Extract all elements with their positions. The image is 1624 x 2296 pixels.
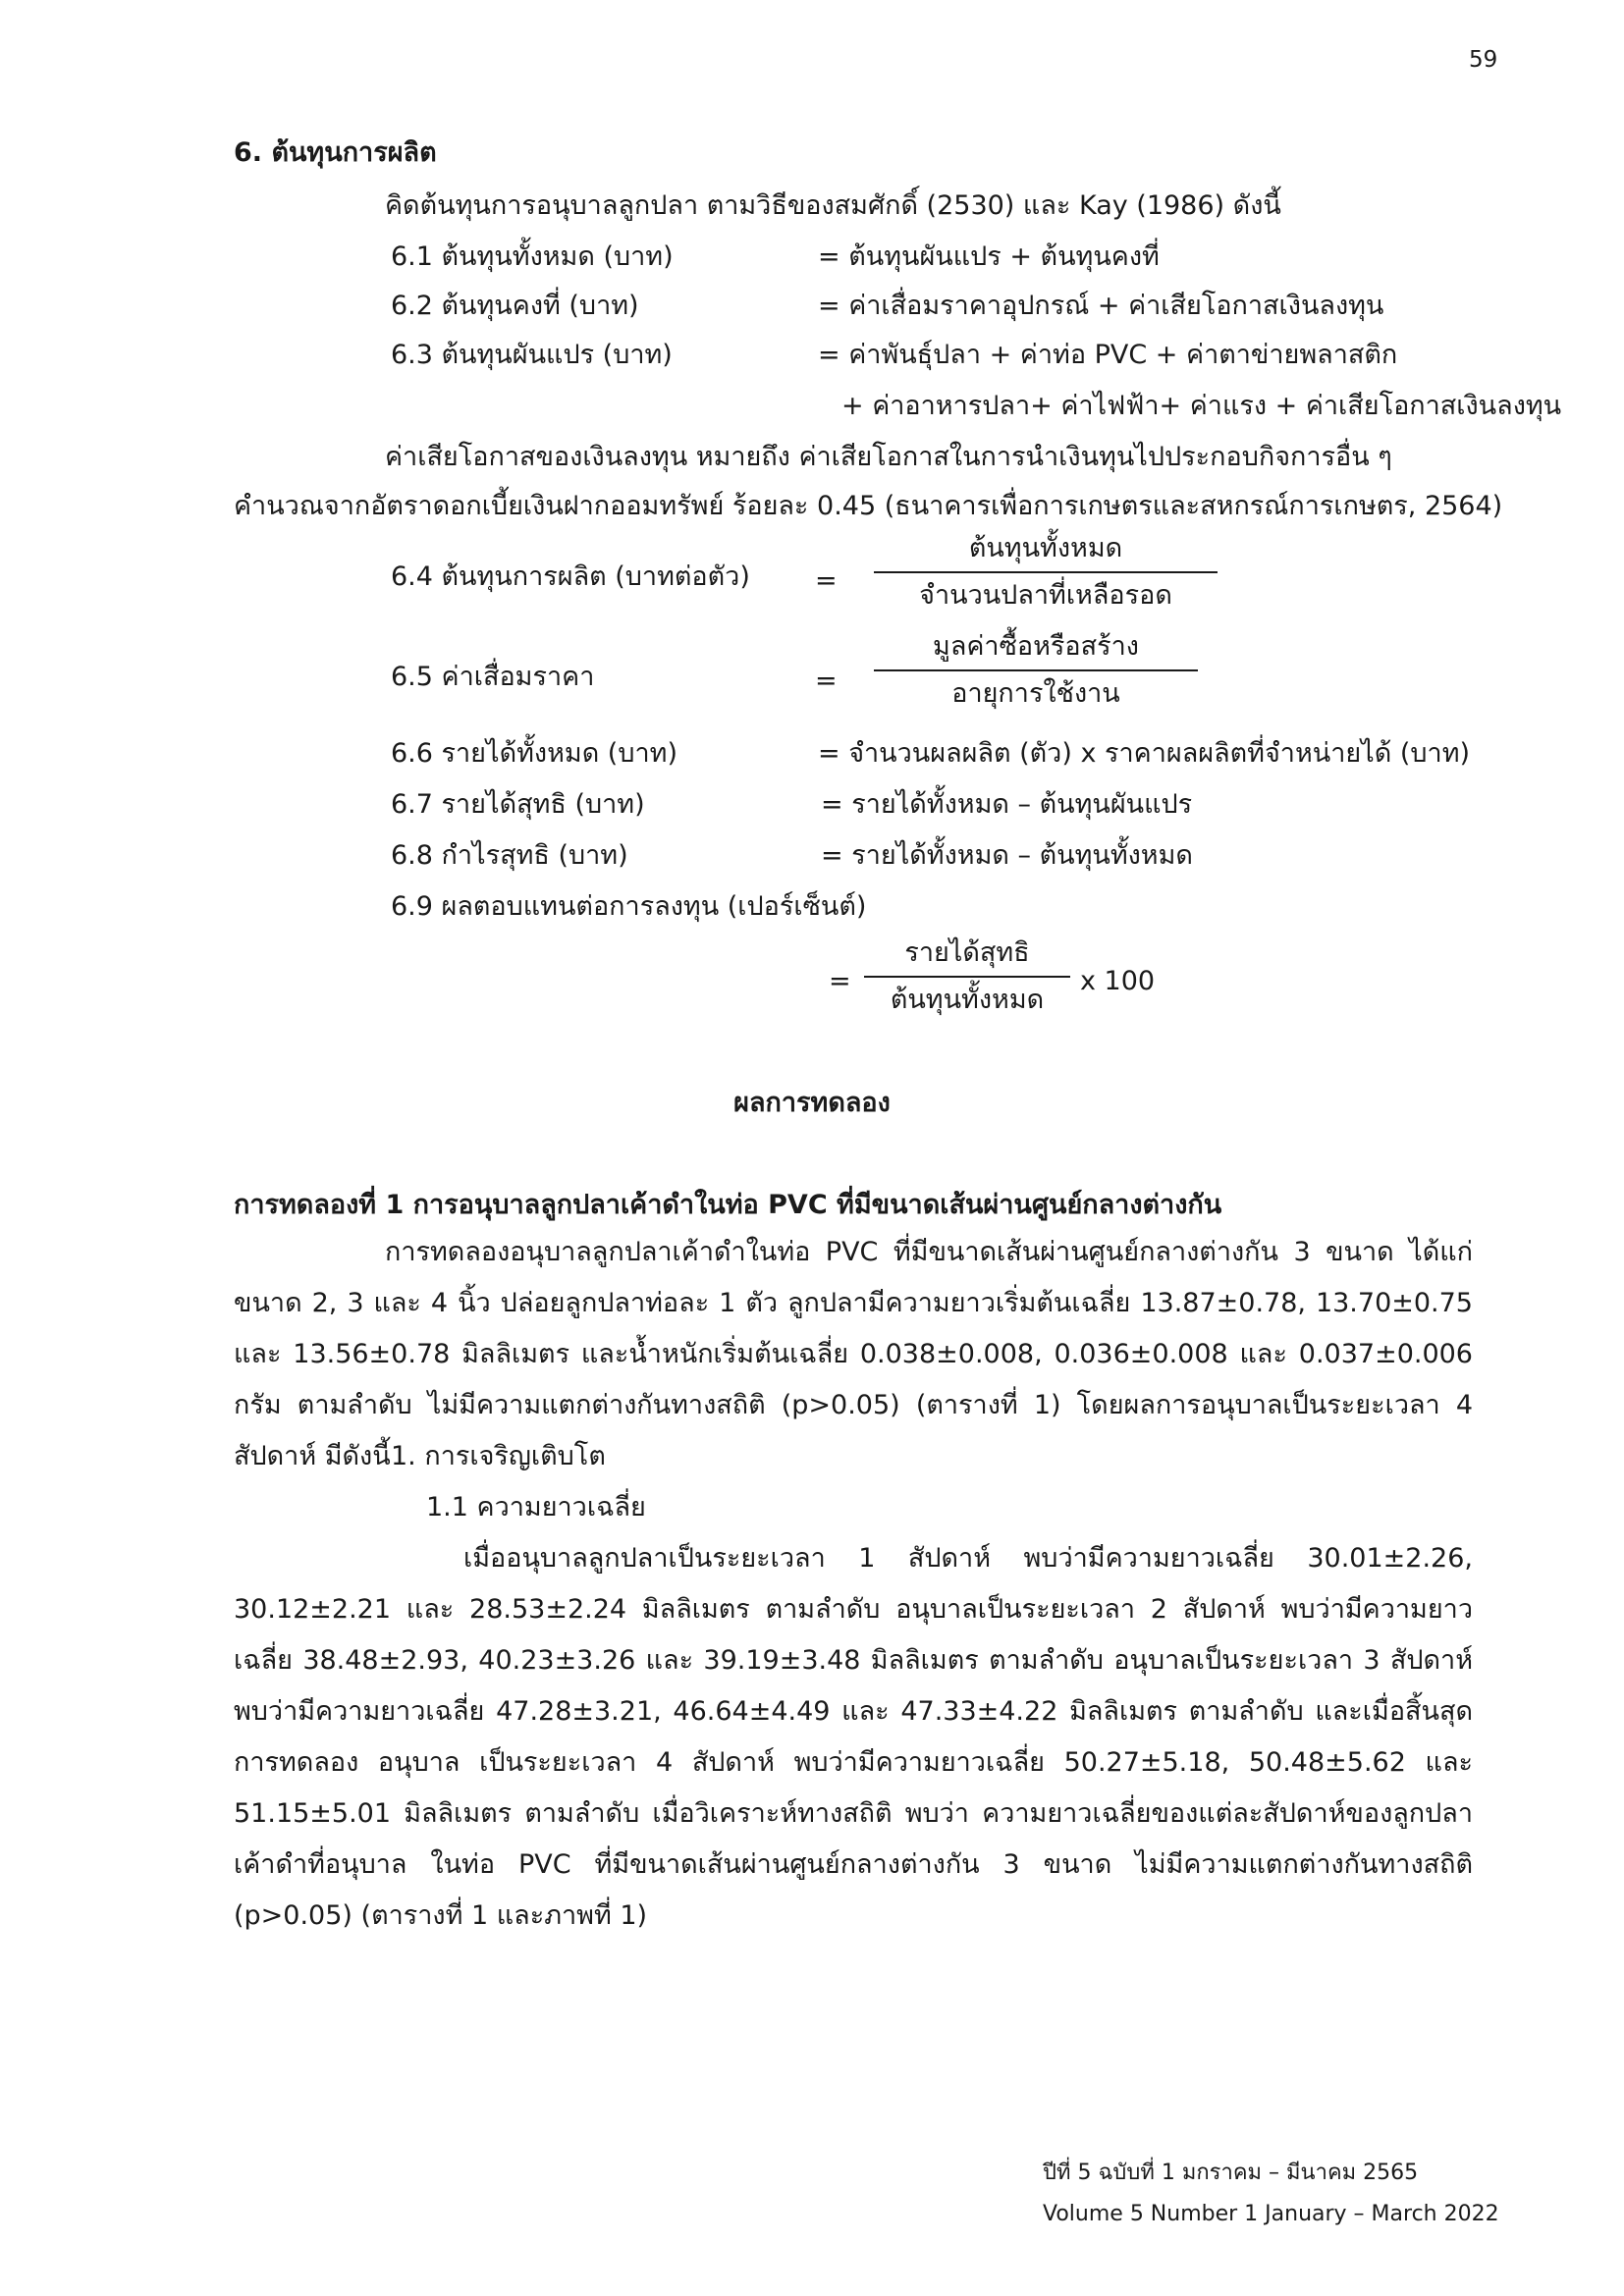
fraction [874, 628, 1198, 713]
item-formula: = จำนวนผลผลิต (ตัว) x ราคาผลผลิตที่จำหน่ายได้ (บาท) [818, 738, 1471, 769]
fraction-bar [864, 976, 1070, 978]
footer-english: Volume 5 Number 1 January – March 2022 [1043, 2202, 1499, 2226]
item-label: 6.5 ค่าเสื่อมราคา [391, 662, 595, 692]
item-label: 6.9 ผลตอบแทนต่อการลงทุน (เปอร์เซ็นต์) [391, 891, 867, 922]
equals-sign: = [815, 666, 838, 696]
subsection-heading: 1.1 ความยาวเฉลี่ย [426, 1492, 646, 1522]
fraction-numerator: รายได้สุทธิ [904, 937, 1030, 968]
experiment-paragraph: การทดลองอนุบาลลูกปลาเค้าดำในท่อ PVC ที่มีขนาดเส้นผ่านศูนย์กลางต่างกัน 3 ขนาด ได้แก่ ขนาด 2, 3 และ 4 นิ้ว ปล่อยลูกปลาท่อละ 1 ตัว ลูกปลามีความยาวเริ่มต้นเฉลี่ย 13.87±0.78, 13.70±0.75 และ 13.56±0.78 มิลลิเมตร และน้ำหนักเริ่มต้นเฉลี่ย 0.038±0.008, 0.036±0.008 และ 0.037±0.006 กรัม ตามลำดับ ไม่มีความแตกต่างกันทางสถิติ (p>0.05) (ตารางที่ 1) โดยผลการอนุบาลเป็นระยะเวลา 4 สัปดาห์ มีดังนี้ [234, 1237, 1473, 1471]
experiment-heading: การทดลองที่ 1 การอนุบาลลูกปลาเค้าดำในท่อ PVC ที่มีขนาดเส้นผ่านศูนย์กลางต่างกัน [234, 1190, 1222, 1220]
subsection-heading: 1. การเจริญเติบโต [391, 1441, 606, 1471]
fraction-numerator: มูลค่าซื้อหรือสร้าง [933, 631, 1139, 662]
item-formula: = ค่าพันธุ์ปลา + ค่าท่อ PVC + ค่าตาข่ายพลาสติก [818, 340, 1398, 370]
fraction [874, 530, 1218, 614]
section-intro: คิดต้นทุนการอนุบาลลูกปลา ตามวิธีของสมศักดิ์ (2530) และ Kay (1986) ดังนี้ [385, 190, 1281, 221]
item-label: 6.3 ต้นทุนผันแปร (บาท) [391, 340, 673, 370]
formula-continuation: + ค่าอาหารปลา+ ค่าไฟฟ้า+ ค่าแรง + ค่าเสียโอกาสเงินลงทุน [841, 391, 1562, 421]
footer-thai: ปีที่ 5 ฉบับที่ 1 มกราคม – มีนาคม 2565 [1043, 2161, 1419, 2185]
opportunity-cost-text: คำนวณจากอัตราดอกเบี้ยเงินฝากออมทรัพย์ ร้อยละ 0.45 (ธนาคารเพื่อการเกษตรและสหกรณ์การเกษตร, 2564) [234, 491, 1503, 521]
fraction [864, 934, 1070, 1019]
page-number: 59 [1469, 47, 1498, 73]
item-label: 6.6 รายได้ทั้งหมด (บาท) [391, 738, 677, 769]
item-formula: = ต้นทุนผันแปร + ต้นทุนคงที่ [818, 241, 1160, 272]
opportunity-cost-text: ค่าเสียโอกาสของเงินลงทุน หมายถึง ค่าเสียโอกาสในการนำเงินทุนไปประกอบกิจการอื่น ๆ [385, 442, 1392, 472]
item-formula: = ค่าเสื่อมราคาอุปกรณ์ + ค่าเสียโอกาสเงินลงทุน [818, 291, 1384, 321]
item-label: 6.8 กำไรสุทธิ (บาท) [391, 840, 628, 871]
section-heading: 6. ต้นทุนการผลิต [234, 137, 437, 168]
item-label: 6.4 ต้นทุนการผลิต (บาทต่อตัว) [391, 561, 750, 592]
fraction-denominator: ต้นทุนทั้งหมด [890, 985, 1045, 1015]
equals-sign: = [829, 966, 851, 996]
item-label: 6.7 รายได้สุทธิ (บาท) [391, 789, 645, 820]
multiplier: x 100 [1080, 966, 1156, 996]
results-heading: ผลการทดลอง [733, 1088, 891, 1118]
item-formula: = รายได้ทั้งหมด – ต้นทุนทั้งหมด [821, 840, 1193, 871]
length-paragraph: เมื่ออนุบาลลูกปลาเป็นระยะเวลา 1 สัปดาห์ พบว่ามีความยาวเฉลี่ย 30.01±2.26, 30.12±2.21 และ 28.53±2.24 มิลลิเมตร ตามลำดับ อนุบาลเป็นระยะเวลา 2 สัปดาห์ พบว่ามีความยาวเฉลี่ย 38.48±2.93, 40.23±3.26 และ 39.19±3.48 มิลลิเมตร ตามลำดับ อนุบาลเป็นระยะเวลา 3 สัปดาห์ พบว่ามีความยาวเฉลี่ย 47.28±3.21, 46.64±4.49 และ 47.33±4.22 มิลลิเมตร ตามลำดับ และเมื่อสิ้นสุดการทดลอง อนุบาล เป็นระยะเวลา 4 สัปดาห์ พบว่ามีความยาวเฉลี่ย 50.27±5.18, 50.48±5.62 และ 51.15±5.01 มิลลิเมตร ตามลำดับ เมื่อวิเคราะห์ทางสถิติ พบว่า ความยาวเฉลี่ยของแต่ละสัปดาห์ของลูกปลาเค้าดำที่อนุบาล ในท่อ PVC ที่มีขนาดเส้นผ่านศูนย์กลางต่างกัน 3 ขนาด ไม่มีความแตกต่างกันทางสถิติ (p>0.05) (ตารางที่ 1 และภาพที่ 1) [234, 1543, 1473, 1931]
fraction-bar [874, 571, 1218, 573]
fraction-numerator: ต้นทุนทั้งหมด [968, 533, 1123, 563]
fraction-denominator: อายุการใช้งาน [951, 678, 1120, 709]
item-label: 6.1 ต้นทุนทั้งหมด (บาท) [391, 241, 674, 272]
equals-sign: = [815, 565, 838, 596]
fraction-denominator: จำนวนปลาที่เหลือรอด [919, 580, 1172, 611]
item-label: 6.2 ต้นทุนคงที่ (บาท) [391, 291, 639, 321]
fraction-bar [874, 669, 1198, 671]
item-formula: = รายได้ทั้งหมด – ต้นทุนผันแปร [821, 789, 1193, 820]
